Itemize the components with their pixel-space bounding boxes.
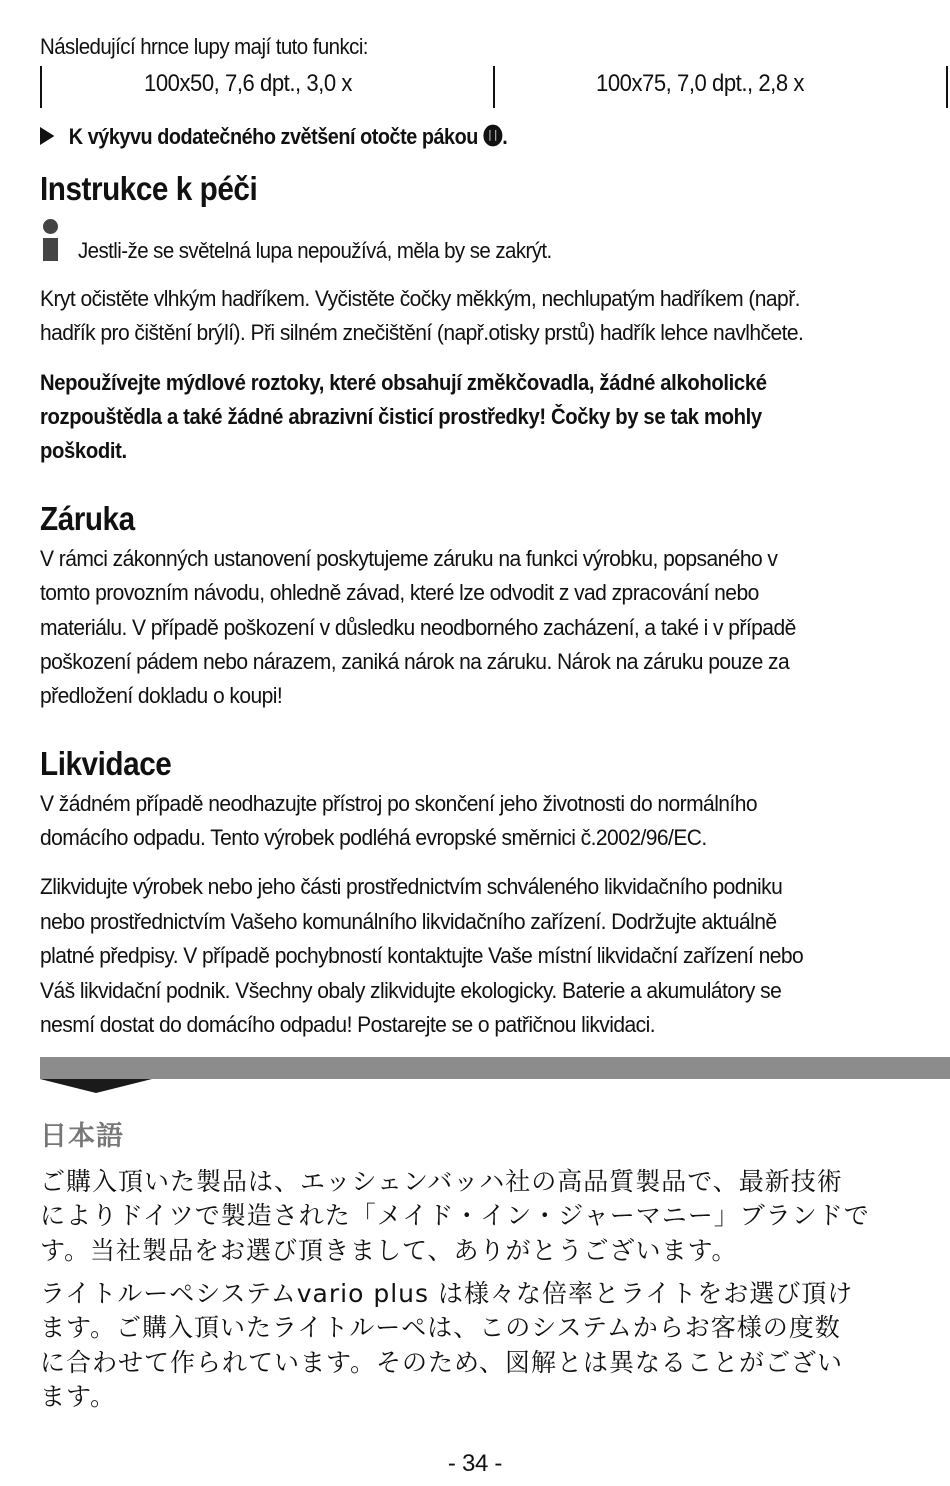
- care-warning-line: Nepoužívejte mýdlové roztoky, které obsahují změkčovadla, žádné alkoholické: [40, 370, 767, 395]
- japanese-heading: 日本語: [40, 1121, 124, 1152]
- japanese-line: に合わせて作られています。そのため、図解とは異なることがござい: [40, 1348, 844, 1377]
- warranty-line: V rámci zákonných ustanovení poskytujeme záruku na funkci výrobku, popsaného v: [40, 546, 778, 571]
- japanese-line: ます。ご購入頂いたライトルーペは、このシステムからお客様の度数: [40, 1313, 841, 1342]
- care-paragraph-line: Kryt očistěte vlhkým hadříkem. Vyčistěte čočky měkkým, nechlupatým hadříkem (např.: [40, 286, 800, 311]
- section-separator: [40, 1057, 950, 1079]
- warranty-line: předložení dokladu o koupi!: [40, 683, 283, 708]
- disposal-line: platné předpisy. V případě pochybností kontaktujte Vaše místní likvidační zařízení nebo: [40, 943, 804, 968]
- care-warning-line: poškodit.: [40, 438, 127, 463]
- disposal-line: nebo prostřednictvím Vašeho komunálního likvidačního zařízení. Dodržujte aktuálně: [40, 909, 777, 934]
- japanese-line: ご購入頂いた製品は、エッシェンバッハ社の高品質製品で、最新技術: [40, 1167, 843, 1196]
- disposal-heading: Likvidace: [40, 745, 172, 782]
- disposal-line: Zlikvidujte výrobek nebo jeho části prostřednictvím schváleného likvidačního podniku: [40, 874, 783, 899]
- disposal-line: V žádném případě neodhazujte přístroj po skončení jeho životnosti do normálního: [40, 791, 758, 816]
- chevron-down-icon: [40, 1079, 152, 1093]
- japanese-line: ます。: [40, 1382, 117, 1411]
- care-heading: Instrukce k péči: [40, 170, 258, 207]
- warranty-line: poškození pádem nebo nárazem, zaniká nárok na záruku. Nárok na záruku pouze za: [40, 649, 790, 674]
- intro-text: Následující hrnce lupy mají tuto funkci:: [40, 34, 368, 59]
- arrow-right-icon: [40, 127, 54, 145]
- model-table: [40, 66, 948, 108]
- care-warning-line: rozpouštědla a také žádné abrazivní čisticí prostředky! Čočky by se tak mohly: [40, 404, 762, 429]
- model-cell-2: 100x75, 7,0 dpt., 2,8 x: [596, 70, 804, 97]
- instruction-text: K výkyvu dodatečného zvětšení otočte pákou ⓫.: [68, 124, 508, 149]
- disposal-line: Váš likvidační podnik. Všechny obaly zlikvidujte ekologicky. Baterie a akumulátory se: [40, 978, 782, 1003]
- japanese-line: す。当社製品をお選び頂きまして、ありがとうございます。: [40, 1236, 738, 1265]
- warranty-heading: Záruka: [40, 500, 135, 537]
- table-divider: [40, 66, 42, 108]
- disposal-line: nesmí dostat do domácího odpadu! Postarejte se o patřičnou likvidaci.: [40, 1012, 656, 1037]
- warranty-line: tomto provozním návodu, ohledně závad, které lze odvodit z vad zpracování nebo: [40, 580, 759, 605]
- table-divider: [493, 66, 495, 108]
- model-cell-1: 100x50, 7,6 dpt., 3,0 x: [144, 70, 352, 97]
- care-paragraph-line: hadřík pro čištění brýlí). Při silném znečištění (např.otisky prstů) hadřík lehce navlhčete.: [40, 320, 804, 345]
- table-divider: [946, 66, 948, 108]
- care-note: Jestli-že se světelná lupa nepoužívá, měla by se zakrýt.: [78, 238, 552, 263]
- warranty-line: materiálu. V případě poškození v důsledku neodborného zacházení, a také i v případě: [40, 615, 796, 640]
- page-number: - 34 -: [447, 1450, 503, 1477]
- disposal-line: domácího odpadu. Tento výrobek podléhá evropské směrnici č.2002/96/EC.: [40, 825, 707, 850]
- japanese-line: によりドイツで製造された「メイド・イン・ジャーマニー」ブランドで: [40, 1201, 870, 1230]
- instruction-step: [40, 120, 507, 151]
- info-icon: [40, 219, 62, 261]
- japanese-line: ライトルーペシステムvario plus は様々な倍率とライトをお選び頂け: [40, 1279, 854, 1308]
